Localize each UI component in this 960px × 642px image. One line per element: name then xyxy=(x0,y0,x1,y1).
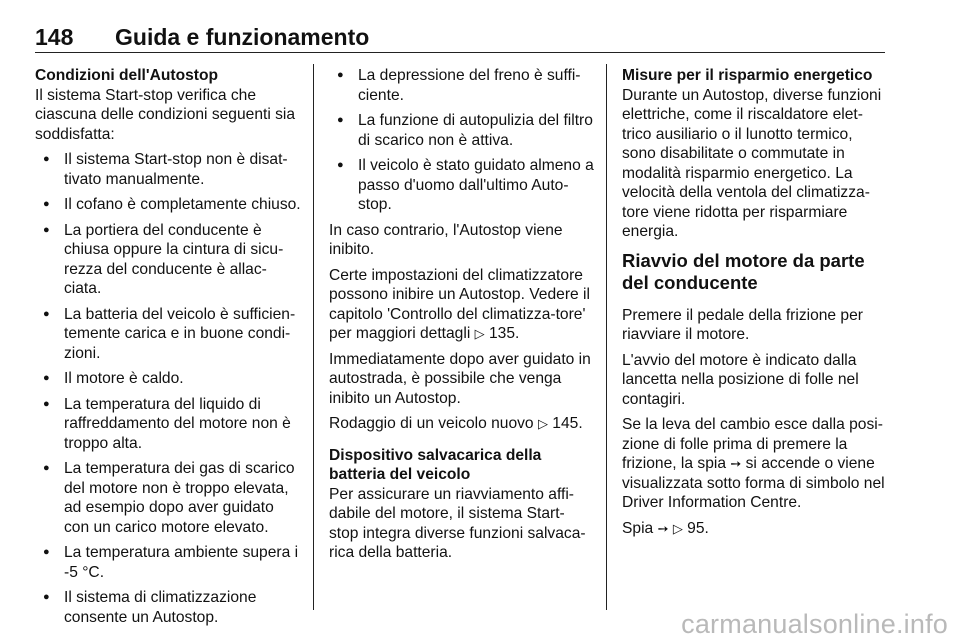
energy-saving-heading: Misure per il risparmio energetico xyxy=(622,67,873,84)
column-3 xyxy=(622,66,888,544)
page-reference-arrow-icon: ▷ xyxy=(474,326,485,341)
paragraph xyxy=(329,414,594,434)
page-reference[interactable]: 95. xyxy=(687,519,709,537)
column-divider xyxy=(606,64,607,610)
list-item: ● La depressione del freno è suffi-ciente. xyxy=(329,66,594,105)
paragraph: L'avvio del motore è indicato dalla lancetta nella posizione di folle nel contagiri. xyxy=(622,351,859,408)
autostop-conditions-heading: Condizioni dell'Autostop xyxy=(35,67,219,84)
autostop-indicator-icon: ➙ xyxy=(657,520,669,536)
list-item: ● Il veicolo è stato guidato almeno a passo d'uomo dall'ultimo Auto-stop. xyxy=(329,156,594,215)
header-divider xyxy=(35,52,885,53)
paragraph: In caso contrario, l'Autostop viene inibito. xyxy=(329,221,563,258)
paragraph: Premere il pedale della frizione per riavviare il motore. xyxy=(622,306,863,343)
paragraph-text: Se la leva del cambio esce dalla posi-zione di folle prima di premere la frizione, la spia xyxy=(622,416,883,472)
page-header xyxy=(35,22,885,58)
page-reference[interactable]: 135. xyxy=(488,325,520,342)
paragraph: Immediatamente dopo aver guidato in autostrada, è possibile che venga inibito un Autostop. xyxy=(329,350,591,407)
list-item: ● La batteria del veicolo è sufficien-temente carica e in buone condi-zioni. xyxy=(35,305,301,364)
page-reference-arrow-icon: ▷ xyxy=(672,520,683,536)
list-item: ● Il motore è caldo. xyxy=(35,369,301,389)
paragraph-text: si accende o viene visualizzata sotto forma di simbolo nel Driver Information Centre. xyxy=(622,455,885,511)
paragraph: Per assicurare un riavviamento affi-dabile del motore, il sistema Start-stop integra diverse funzioni salvaca-rica della batteria. xyxy=(329,485,586,561)
column-2 xyxy=(329,66,594,569)
paragraph: Durante un Autostop, diverse funzioni elettriche, come il riscaldatore elet-trico ausiliario o il lunotto termico, sono disabilitate o commutate in modalità risparmio energetico. La velocità della ventola del climatizza-tore viene ridotta per risparmiare energia. xyxy=(622,86,882,240)
list-item: ● La portiera del conducente è chiusa oppure la cintura di sicu-rezza del conducente è allac-ciata. xyxy=(35,221,301,299)
driver-restart-heading: Riavvio del motore da parte del conducente xyxy=(622,249,865,293)
paragraph-text: Certe impostazioni del climatizzatore possono inibire un Autostop. Vedere il capitolo 'Controllo del climatizza-tore' per maggiori dettagli xyxy=(329,266,590,342)
paragraph xyxy=(329,266,594,344)
battery-saver-heading: Dispositivo salvacarica della batteria del veicolo xyxy=(329,446,542,483)
conditions-list xyxy=(35,150,301,627)
section-title: Guida e funzionamento xyxy=(115,24,370,50)
list-item: ● Il cofano è completamente chiuso. xyxy=(35,195,301,215)
conditions-list-continued xyxy=(329,66,594,215)
list-item: ● Il sistema di climatizzazione consente un Autostop. xyxy=(35,588,301,627)
column-1 xyxy=(35,66,301,633)
list-item: ● La funzione di autopulizia del filtro di scarico non è attiva. xyxy=(329,111,594,150)
list-item: ● La temperatura dei gas di scarico del motore non è troppo elevata, ad esempio dopo aver guidato con un carico motore elevato. xyxy=(35,459,301,537)
page-number: 148 xyxy=(35,24,74,50)
paragraph xyxy=(622,519,888,539)
paragraph: Il sistema Start-stop verifica che ciascuna delle condizioni seguenti sia soddisfatta: xyxy=(35,86,296,143)
page-reference[interactable]: 145. xyxy=(552,415,583,432)
page-reference-arrow-icon: ▷ xyxy=(537,416,548,431)
list-item: ● La temperatura del liquido di raffreddamento del motore non è troppo alta. xyxy=(35,395,301,454)
paragraph-text: Spia xyxy=(622,519,654,537)
list-item: ● Il sistema Start-stop non è disat-tivato manualmente. xyxy=(35,150,301,189)
watermark: carmanualsonline.info xyxy=(681,609,948,639)
list-item: ● La temperatura ambiente supera i -5 °C. xyxy=(35,543,301,582)
column-divider xyxy=(313,64,314,610)
paragraph xyxy=(622,415,888,513)
paragraph-text: Rodaggio di un veicolo nuovo xyxy=(329,415,534,432)
autostop-indicator-icon: ➙ xyxy=(730,456,742,471)
